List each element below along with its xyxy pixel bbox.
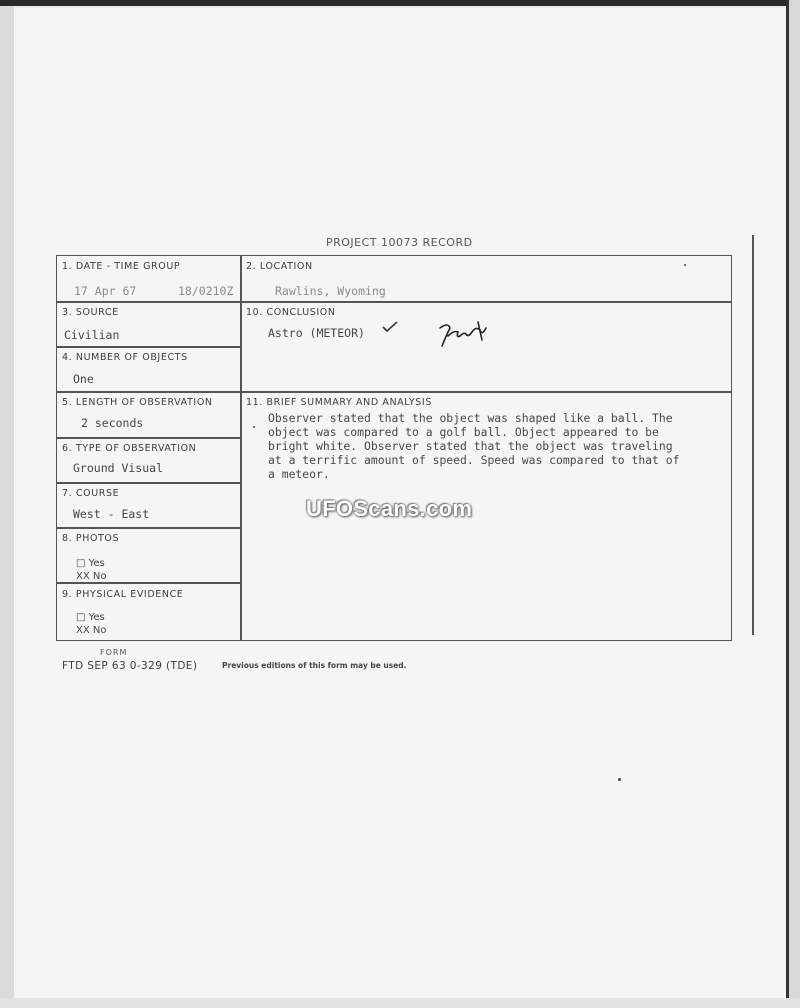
summary-line: Observer stated that the object was shaped like a ball. The xyxy=(268,411,673,425)
number-of-objects-label: 4. NUMBER OF OBJECTS xyxy=(62,352,188,363)
row-divider xyxy=(56,437,241,439)
scan-speck xyxy=(253,426,255,428)
scan-speck xyxy=(618,778,621,781)
number-of-objects-value: One xyxy=(73,372,94,386)
scan-left-edge xyxy=(0,0,14,1008)
physical-evidence-label: 9. PHYSICAL EVIDENCE xyxy=(62,589,184,600)
summary-line: at a terrific amount of speed. Speed was compared to that of xyxy=(268,453,680,467)
scan-top-edge xyxy=(0,0,800,6)
course-label: 7. COURSE xyxy=(62,488,120,499)
time-value: 18/0210Z xyxy=(178,284,234,298)
photos-yes-option: □ Yes xyxy=(76,558,105,569)
row-divider xyxy=(56,482,241,484)
summary-line: a meteor. xyxy=(268,467,330,481)
summary-text xyxy=(268,411,738,481)
length-of-observation-value: 2 seconds xyxy=(81,416,144,430)
right-border-extension xyxy=(752,235,754,635)
scan-bottom-edge xyxy=(0,998,800,1008)
photos-label: 8. PHOTOS xyxy=(62,533,120,544)
scan-speck xyxy=(684,264,686,266)
conclusion-value: Astro (METEOR) xyxy=(268,326,365,340)
photos-no-option: XX No xyxy=(76,571,107,582)
footer-form-id: FTD SEP 63 0-329 (TDE) xyxy=(62,660,198,672)
row-divider xyxy=(56,527,241,529)
watermark: UFOScans.com xyxy=(306,496,473,521)
summary-line: bright white. Observer stated that the object was traveling xyxy=(268,439,673,453)
row-divider xyxy=(56,346,241,348)
row-divider xyxy=(56,301,732,303)
physical-evidence-no-option: XX No xyxy=(76,625,107,636)
physical-evidence-yes-option: □ Yes xyxy=(76,612,105,623)
scan-right-edge xyxy=(786,0,800,1008)
source-value: Civilian xyxy=(64,328,120,342)
checkmark-icon xyxy=(382,321,398,333)
location-value: Rawlins, Wyoming xyxy=(275,284,386,298)
footer-form-word: FORM xyxy=(100,648,128,657)
summary-line: object was compared to a golf ball. Object appeared to be xyxy=(268,425,659,439)
date-value: 17 Apr 67 xyxy=(74,284,137,298)
date-time-group-label: 1. DATE - TIME GROUP xyxy=(62,261,181,272)
initials-signature xyxy=(436,318,496,350)
course-value: West - East xyxy=(73,507,150,521)
source-label: 3. SOURCE xyxy=(62,307,119,318)
row-divider xyxy=(56,391,732,393)
length-of-observation-label: 5. LENGTH OF OBSERVATION xyxy=(62,397,213,408)
location-label: 2. LOCATION xyxy=(246,261,313,272)
footer-note: Previous editions of this form may be used. xyxy=(222,661,407,670)
conclusion-label: 10. CONCLUSION xyxy=(246,307,336,318)
summary-label: 11. BRIEF SUMMARY AND ANALYSIS xyxy=(246,397,432,408)
type-of-observation-label: 6. TYPE OF OBSERVATION xyxy=(62,443,197,454)
form-title: PROJECT 10073 RECORD xyxy=(326,236,473,249)
type-of-observation-value: Ground Visual xyxy=(73,461,164,475)
